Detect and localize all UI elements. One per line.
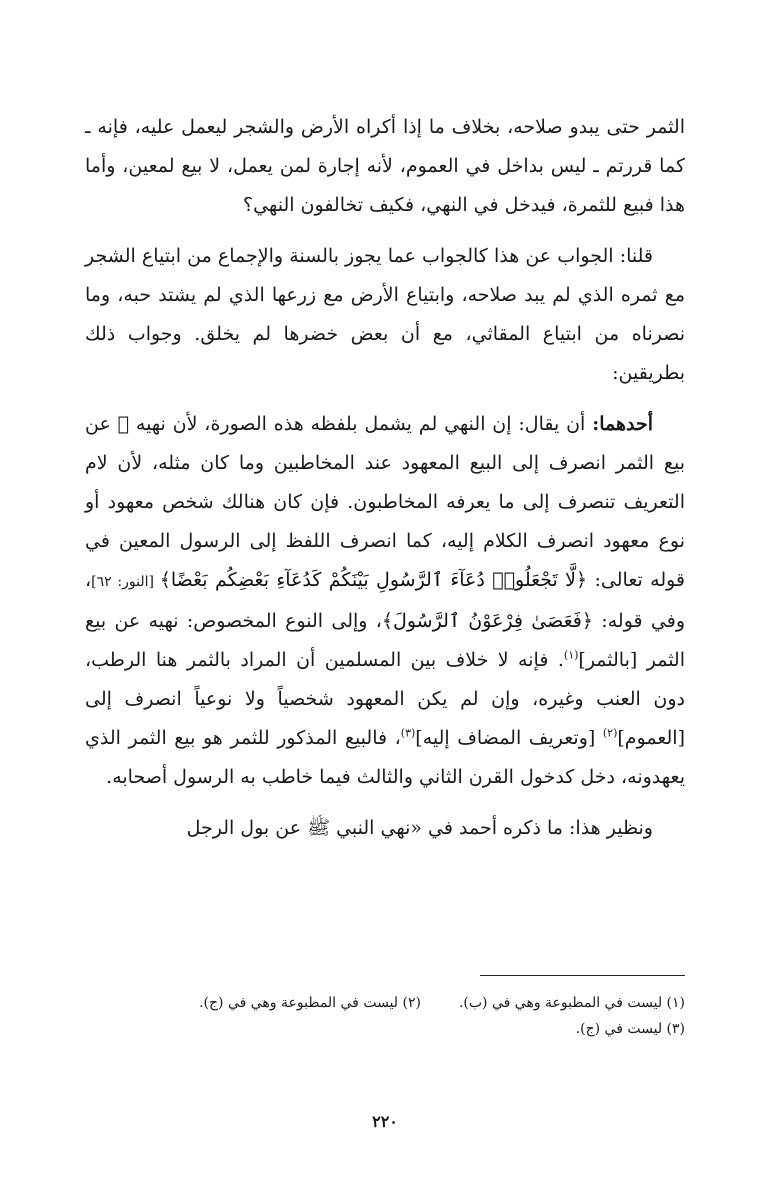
quran-verse-1: ﴿لَّا تَجْعَلُوا۟ دُعَآءَ ٱلرَّسُولِ بَيْنَكُمْ كَدُعَآءِ بَعْضِكُم بَعْضًا﴾ — [159, 569, 588, 591]
section-term: أحدهما: — [592, 413, 653, 435]
page-number: ٢٢٠ — [372, 1112, 398, 1131]
paragraph-2: قلنا: الجواب عن هذا كالجواب عما يجوز بالسنة والإجماع من ابتياع الشجر مع ثمره الذي لم يبد صلاحه، وابتياع الأرض مع زرعها الذي لم يشتد حبه، وما نصرناه من ابتياع المقاثي، مع أن بعض خضرها لم يخلق. وجواب ذلك بطريقين: — [85, 245, 685, 384]
footnote-marker-3: (٣) — [400, 726, 416, 740]
paragraph-3-text-e: [وتعريف المضاف إليه] — [415, 727, 603, 749]
verse-reference: [النور: ٦٢] — [91, 574, 160, 590]
paragraph-3 — [85, 405, 685, 797]
paragraph-1: الثمر حتى يبدو صلاحه، بخلاف ما إذا أكراه الأرض والشجر ليعمل عليه، فإنه ـ كما قررتم ـ ليس بداخل في العموم، لأنه إجارة لمن يعمل، لا بيع لمعين، وأما هذا فبيع للثمرة، فيدخل في النهي، فكيف تخالفون النهي؟ — [85, 116, 685, 216]
footnotes — [85, 990, 685, 1042]
quran-verse-2: ﴿فَعَصَىٰ فِرْعَوْنُ ٱلرَّسُولَ﴾ — [381, 610, 593, 632]
paragraph-4: ونظير هذا: ما ذكره أحمد في «نهي النبي ﷺ عن بول الرجل — [186, 817, 653, 839]
footnote-2: (٢) ليست في المطبوعة وهي في (ج). — [199, 995, 421, 1011]
footnote-1: (١) ليست في المطبوعة وهي في (ب). — [458, 995, 685, 1011]
paragraph-3-text-a: أن يقال: إن النهي لم يشمل بلفظه هذه الصورة، لأن نهيه ﷺ عن بيع الثمر انصرف إلى البيع المعهود عند المخاطبين وما كان مثله، لأن لام التعريف تنصرف إلى ما يعرفه المخاطبون. فإن كان هنالك شخص معهود أو نوع معهود انصرف الكلام إليه، كما انصرف اللفظ إلى الرسول المعين في قوله تعالى: — [85, 413, 686, 591]
page-body — [85, 108, 685, 860]
footnote-divider — [480, 975, 685, 976]
paragraph-3-text-c: ، وإلى النوع المخصوص: نهيه عن بيع الثمر [بالثمر] — [85, 610, 686, 671]
footnote-row-1 — [85, 990, 685, 1016]
footnote-marker-1: (١) — [563, 648, 579, 662]
paragraph-3-text-b: ، وفي قوله: — [85, 569, 685, 632]
footnote-3: (٣) ليست في (ج). — [575, 1021, 685, 1037]
footnote-row-2 — [85, 1016, 685, 1042]
footnote-marker-2: (٢) — [602, 726, 618, 740]
paragraph-3-text-f: ، فالبيع المذكور للثمر هو بيع الثمر الذي يعهدونه، دخل كدخول القرن الثاني والثالث فيما خاطب به الرسول أصحابه. — [85, 727, 685, 788]
paragraph-3-text-d: . فإنه لا خلاف بين المسلمين أن المراد بالثمر هنا الرطب، دون العنب وغيره، وإن لم يكن المعهود شخصياً ولا نوعياً انصرف إلى [العموم] — [85, 649, 685, 749]
